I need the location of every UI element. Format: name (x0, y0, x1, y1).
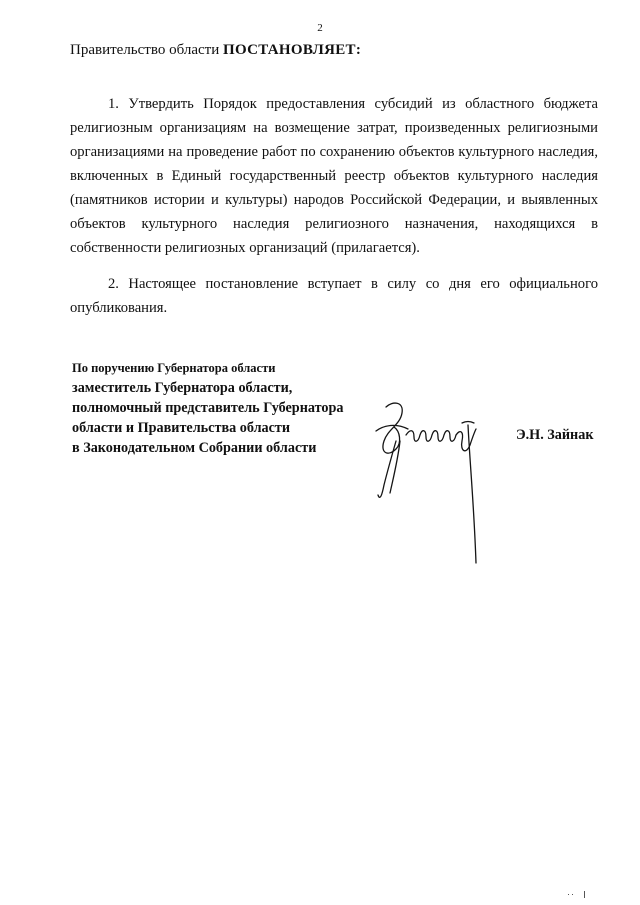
scan-mark-icon (566, 890, 596, 900)
signer-title-line-2: полномочный представитель Губернатора (72, 400, 344, 416)
decree-statement (70, 42, 361, 59)
signature-instruction: По поручению Губернатора области (72, 361, 276, 375)
signer-name: Э.Н. Зайнак (516, 427, 594, 443)
handwritten-signature (370, 395, 490, 570)
signer-title-line-4: в Законодательном Собрании области (72, 440, 317, 456)
decree-paragraph-1: 1. Утвердить Порядок предоставления субсидий из областного бюджета религиозным организациям на возмещение затрат, произведенных религиозными организациями на проведение работ по сохранению объектов культурного наследия, включенных в Единый государственный реестр объектов культурного наследия (памятников истории и культуры) народов Российской Федерации, и выявленных объектов культурного наследия религиозного назначения, находящихся в собственности религиозных организаций (прилагается). (70, 96, 598, 256)
decree-lead: Правительство области (70, 42, 220, 58)
signer-title-line-1: заместитель Губернатора области, (72, 380, 293, 396)
signer-title-line-3: области и Правительства области (72, 420, 291, 436)
page-number: 2 (317, 22, 323, 34)
decree-verb: ПОСТАНОВЛЯЕТ: (222, 42, 362, 58)
signature-title-block (72, 358, 343, 458)
decree-paragraph-2: 2. Настоящее постановление вступает в силу со дня его официального опубликования. (70, 276, 598, 316)
